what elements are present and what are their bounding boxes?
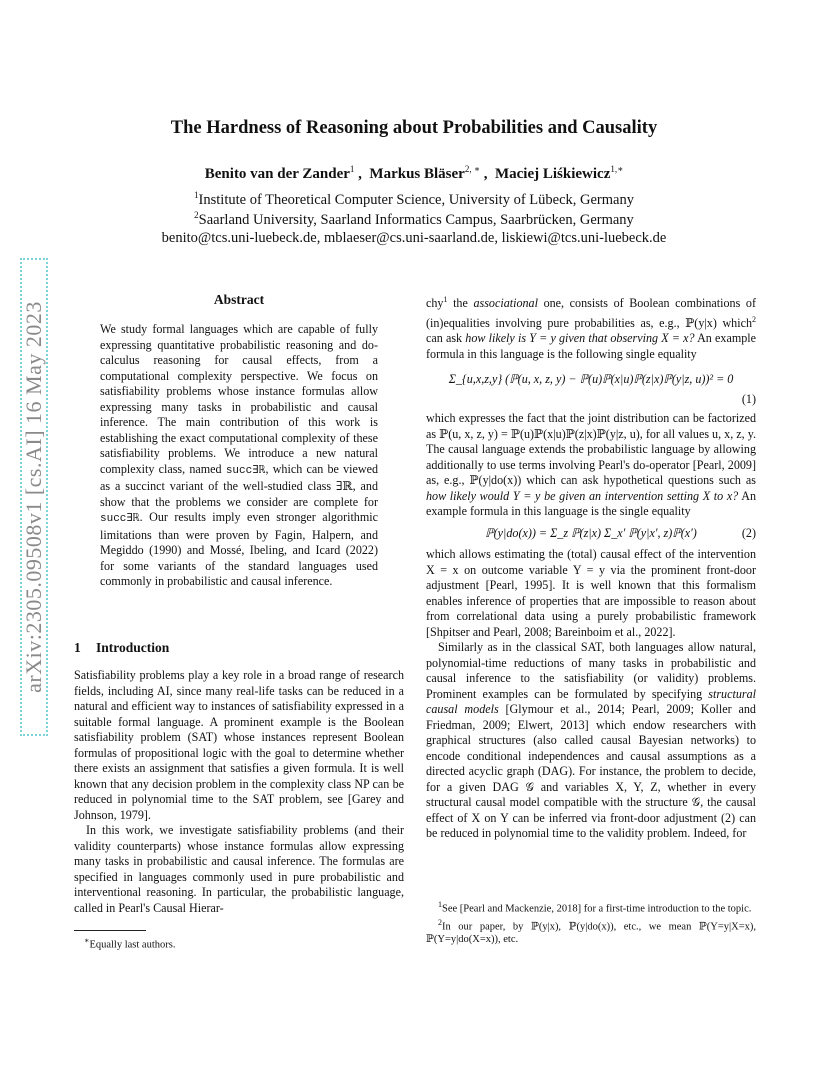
author-emails[interactable]: benito@tcs.uni-luebeck.de, mblaeser@cs.uni-saarland.de, liskiewi@tcs.uni-luebeck.de <box>161 230 667 246</box>
footnote: $^2$In our paper, by ℙ(y|x), ℙ(y|do(x)), etc., we mean ℙ(Y=y|X=x), ℙ(Y=y|do(X=x)), etc. <box>426 917 756 945</box>
affiliation-text: Saarland University, Saarland Informatics Campus, Saarbrücken, Germany <box>198 211 634 228</box>
abstract-heading: Abstract <box>213 292 265 307</box>
paragraph: chy$^1$ the associational one, consists of Boolean combinations of (in)equalities involving pure probabilities as, e.g., ℙ(y|x) which$^2$ can ask how likely is Y = y given that observing X = x? An example formula in this language is the following single equality <box>426 295 756 361</box>
section-number: 1 <box>74 640 81 655</box>
affiliation-text: Institute of Theoretical Computer Science, University of Lübeck, Germany <box>198 191 634 208</box>
paper-title: The Hardness of Reasoning about Probabilities and Causality <box>170 118 658 138</box>
footnote-rule <box>74 930 146 931</box>
author-mark: 1,∗ <box>610 164 624 174</box>
equation-number: (1) <box>741 391 756 406</box>
arxiv-sidebar <box>20 258 48 736</box>
arxiv-id: arXiv:2305.09508v1 [cs.AI] 16 May 2023 <box>21 301 47 693</box>
complexity-class: succ∃ℝ <box>225 464 266 477</box>
footnotes-right <box>426 898 756 946</box>
intro-body <box>74 668 404 916</box>
affiliation-mark: 1 <box>194 190 199 200</box>
paragraph: which expresses the fact that the joint distribution can be factorized as ℙ(u, x, z, y) = ℙ(u)ℙ(x|u)ℙ(z|x)ℙ(y|z, u), for all values u, x, z, y. The causal language extends the probabilistic language by allowing additionally to use terms involving Pearl's do-operator [Pearl, 2009] as, e.g., ℙ(y|do(x)) which can ask hypothetical questions such as how likely would Y = y be given an intervention setting X to x? An example formula in this language is the single equality <box>426 411 756 519</box>
paragraph: Similarly as in the classical SAT, both languages allow natural, polynomial-time reductions of many tasks in probabilistic and causal inference to the satisfiability (or validity) problems. Prominent examples can be formulated by specifying structural causal models [Glymour et al., 2014; Pearl, 2009; Koller and Friedman, 2009; Elwert, 2013] which endow researchers with graphical structures (also called causal Bayesian networks) to encode conditional independences and causal assumptions as a directed acyclic graph (DAG). For instance, the problem to decide, for a given DAG 𝒢 and variables X, Y, Z, whether in every structural causal model compatible with the structure 𝒢, the causal effect of X on Y can be inferred via front-door adjustment (2) can be reduced in polynomial time to the validity problem. Indeed, for <box>426 640 756 841</box>
author-list: Benito van der Zander$^1$ , Markus Bläser$^{2, ∗}$ , Maciej Liśkiewicz$^{1,∗}$ <box>204 164 624 182</box>
author-mark: 2, ∗ <box>464 164 480 174</box>
equation-2: ℙ(y|do(x)) = Σ_z ℙ(z|x) Σ_x′ ℙ(y|x′, z)ℙ(x′) (2) <box>485 525 756 540</box>
affiliation-mark: 2 <box>194 210 199 220</box>
footnote: $^1$See [Pearl and Mackenzie, 2018] for a first-time introduction to the topic. <box>438 900 752 915</box>
equation-number: (2) <box>741 525 756 540</box>
author-mark: 1 <box>349 164 355 174</box>
author-name: Maciej Liśkiewicz <box>494 166 611 182</box>
equation-1: Σ_{u,x,z,y} (ℙ(u, x, z, y) − ℙ(u)ℙ(x|u)ℙ(z|x)ℙ(y|z, u))² = 0 <box>448 372 734 387</box>
right-column <box>426 292 756 842</box>
abstract-body: We study formal languages which are capable of fully expressing quantitative probabilistic reasoning and do-calculus reasoning for causal effects, from a computational complexity perspective. We focus on satisfiability problems whose instance formulas allow expressing many tasks in probabilistic and causal inference. The main contribution of this work is establishing the exact computational complexity of these satisfiability problems. We introduce a new natural complexity class, named succ∃ℝ, which can be viewed as a succinct variant of the well-studied class ∃ℝ, and show that the problems we consider are complete for succ∃ℝ. Our results imply even stronger algorithmic limitations than were proven by Fagin, Halpern, and Megiddo (1990) and Mossé, Ibeling, and Icard (2022) for some variants of the standard languages used commonly in probabilistic and causal inference. <box>100 322 379 588</box>
author-name: Benito van der Zander <box>204 166 350 182</box>
paragraph: which allows estimating the (total) causal effect of the intervention X = x on outcome variable Y = y via the prominent front-door adjustment [Pearl, 1995]. It is well known that this formalism enables inference of properties that are impossible to reason about from correlational data using a purely probabilistic framework [Shpitser and Pearl, 2008; Bareinboim et al., 2022]. <box>426 547 756 639</box>
affiliation <box>0 190 828 209</box>
footnote: ∗Equally last authors. <box>84 936 176 951</box>
author-name: Markus Bläser <box>369 166 465 182</box>
paragraph: In this work, we investigate satisfiability problems (and their validity counterparts) whose instance formulas allow expressing many tasks in probabilistic and causal inference. The formulas are specified in languages commonly used in pure probabilistic and interventional reasoning. In particular, the probabilistic language, called in Pearl's Causal Hierar- <box>74 823 404 915</box>
affiliation <box>0 210 828 229</box>
complexity-class: succ∃ℝ <box>100 513 140 525</box>
section-title: Introduction <box>96 640 170 655</box>
section-heading <box>74 640 169 656</box>
paragraph: Satisfiability problems play a key role in a broad range of research fields, including AI, since many real-life tasks can be reduced in a natural and efficient way to instances of satisfiability expressed in a suitable formal language. A prominent example is the Boolean satisfiability problem (SAT) whose instances represent Boolean formulas of propositional logic with the goal to determine whether there exists an assignment that satisfies a given formula. It is well known that any decision problem in the complexity class NP can be reduced in polynomial time to the SAT problem, see [Garey and Johnson, 1979]. <box>74 668 404 822</box>
